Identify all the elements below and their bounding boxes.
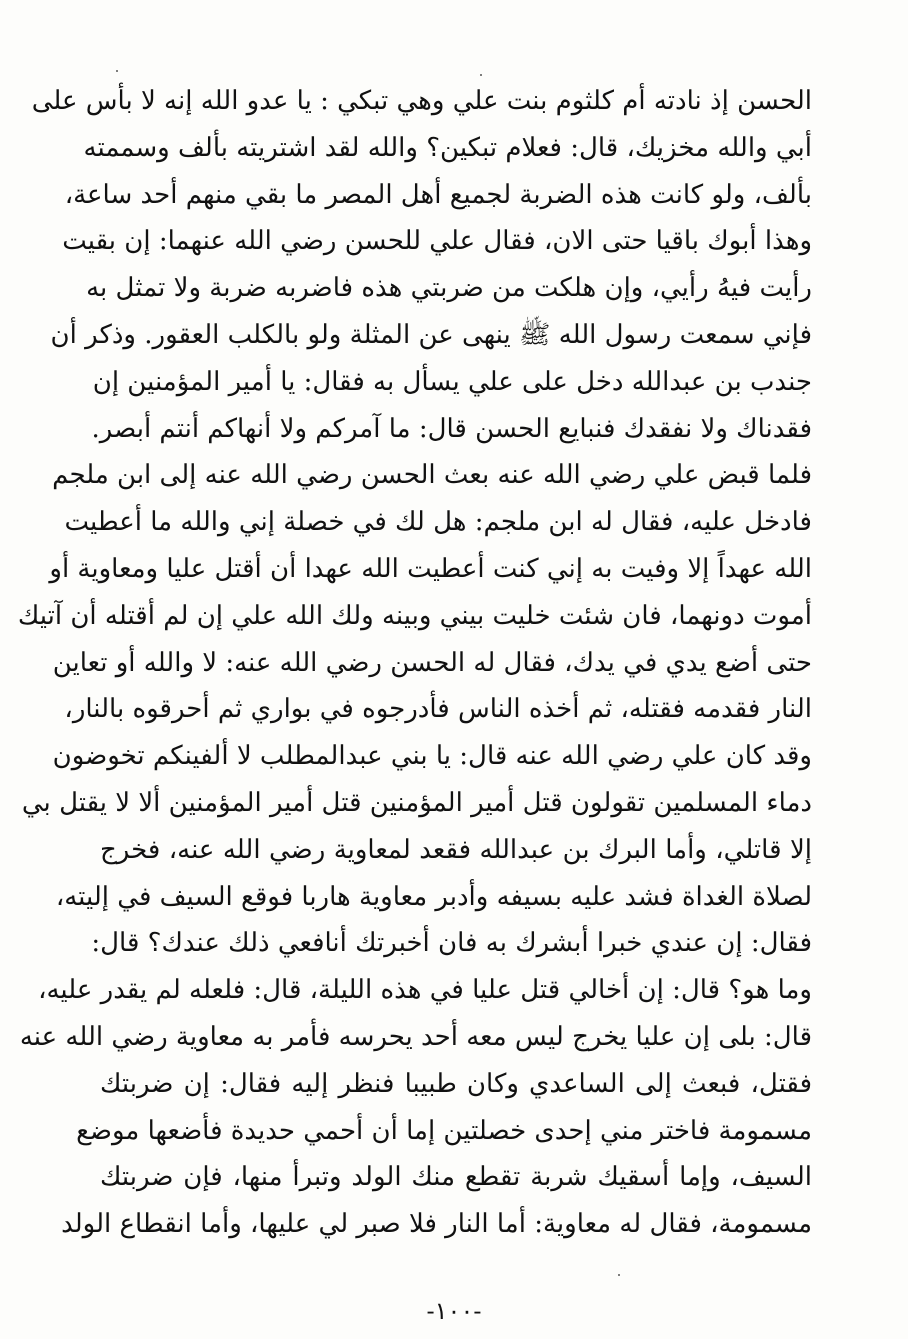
text-line: الله عهداً إلا وفيت به إني كنت أعطيت الله عهدا أن أقتل عليا ومعاوية أو [49, 553, 812, 584]
text-line: فادخل عليه، فقال له ابن ملجم: هل لك في خصلة إني والله ما أعطيت [64, 507, 812, 538]
text-line: رأيت فيهُ رأيي، وإن هلكت من ضربتي هذه فاضربه ضربة ولا تمثل به [86, 273, 812, 304]
text-line: فقدناك ولا نفقدك فنبايع الحسن قال: ما آمركم ولا أنهاكم أنتم أبصر. [91, 413, 812, 444]
text-line: مسمومة فاختر مني إحدى خصلتين إما أن أحمي حديدة فأضعها موضع [76, 1115, 812, 1146]
text-line: فقتل، فبعث إلى الساعدي وكان طبيبا فنظر إليه فقال: إن ضربتك [100, 1068, 812, 1099]
text-line: فإني سمعت رسول الله ﷺ ينهى عن المثلة ولو بالكلب العقور. وذكر أن [50, 319, 812, 350]
text-line: قال: بلى إن عليا يخرج ليس معه أحد يحرسه فأمر به معاوية رضي الله عنه [19, 1021, 812, 1052]
text-line: وهذا أبوك باقيا حتى الان، فقال علي للحسن رضي الله عنهما: إن بقيت [62, 226, 812, 257]
body-text [17, 78, 812, 1248]
text-line: لصلاة الغداة فشد عليه بسيفه وأدبر معاوية هاربا فوقع السيف في إليته، [55, 881, 812, 912]
scan-speck [480, 74, 482, 76]
text-line: إلا قاتلي، وأما البرك بن عبدالله فقعد لمعاوية رضي الله عنه، فخرج [100, 834, 812, 865]
text-line: فلما قبض علي رضي الله عنه بعث الحسن رضي الله عنه إلى ابن ملجم [52, 460, 812, 491]
scan-speck [618, 1274, 620, 1276]
page-number: -١٠٠- [426, 1297, 482, 1325]
text-line: أبي والله مخزيك، قال: فعلام تبكين؟ والله لقد اشتريته بألف وسممته [83, 132, 812, 163]
text-line: دماء المسلمين تقولون قتل أمير المؤمنين قتل أمير المؤمنين ألا لا يقتل بي [21, 787, 812, 818]
text-line: السيف، وإما أسقيك شربة تقطع منك الولد وتبرأ منها، فإن ضربتك [100, 1162, 812, 1193]
text-line: جندب بن عبدالله دخل على علي يسأل به فقال: يا أمير المؤمنين إن [92, 366, 812, 397]
text-line: فقال: إن عندي خبرا أبشرك به فان أخبرتك أنافعي ذلك عندك؟ قال: [91, 928, 812, 959]
text-line: وقد كان علي رضي الله عنه قال: يا بني عبدالمطلب لا ألفينكم تخوضون [52, 741, 812, 772]
text-line: بألف، ولو كانت هذه الضربة لجميع أهل المصر ما بقي منهم أحد ساعة، [64, 179, 812, 210]
text-line: وما هو؟ قال: إن أخالي قتل عليا في هذه الليلة، قال: فلعله لم يقدر عليه، [38, 975, 812, 1006]
text-line: أموت دونهما، فان شئت خليت بيني وبينه ولك الله علي إن لم أقتله أن آتيك [17, 600, 812, 631]
text-line: حتى أضع يدي في يدك، فقال له الحسن رضي الله عنه: لا والله أو تعاين [52, 647, 812, 678]
text-line: الحسن إذ نادته أم كلثوم بنت علي وهي تبكي : يا عدو الله إنه لا بأس على [31, 86, 812, 116]
text-line: مسمومة، فقال له معاوية: أما النار فلا صبر لي عليها، وأما انقطاع الولد [61, 1209, 812, 1240]
scan-speck [116, 70, 118, 72]
text-line: النار فقدمه فقتله، ثم أخذه الناس فأدرجوه في بواري ثم أحرقوه بالنار، [64, 694, 812, 725]
